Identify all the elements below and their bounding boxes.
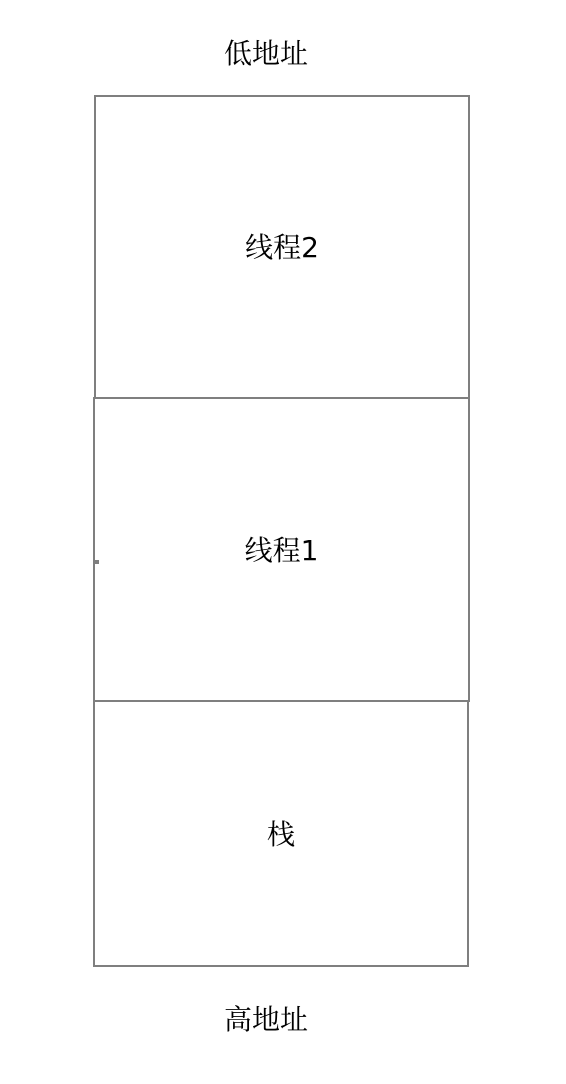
low-address-label: 低地址: [223, 37, 308, 70]
stack-label: 栈: [266, 817, 295, 851]
thread-2-label: 线程2: [245, 231, 319, 264]
thread-1-block: [93, 397, 470, 702]
thread-1-label: 线程1: [244, 533, 319, 567]
thread-2-block: [94, 95, 470, 399]
stack-block: [93, 700, 469, 967]
boundary-tick-mark: [95, 560, 99, 564]
high-address-label: 高地址: [223, 1003, 308, 1036]
